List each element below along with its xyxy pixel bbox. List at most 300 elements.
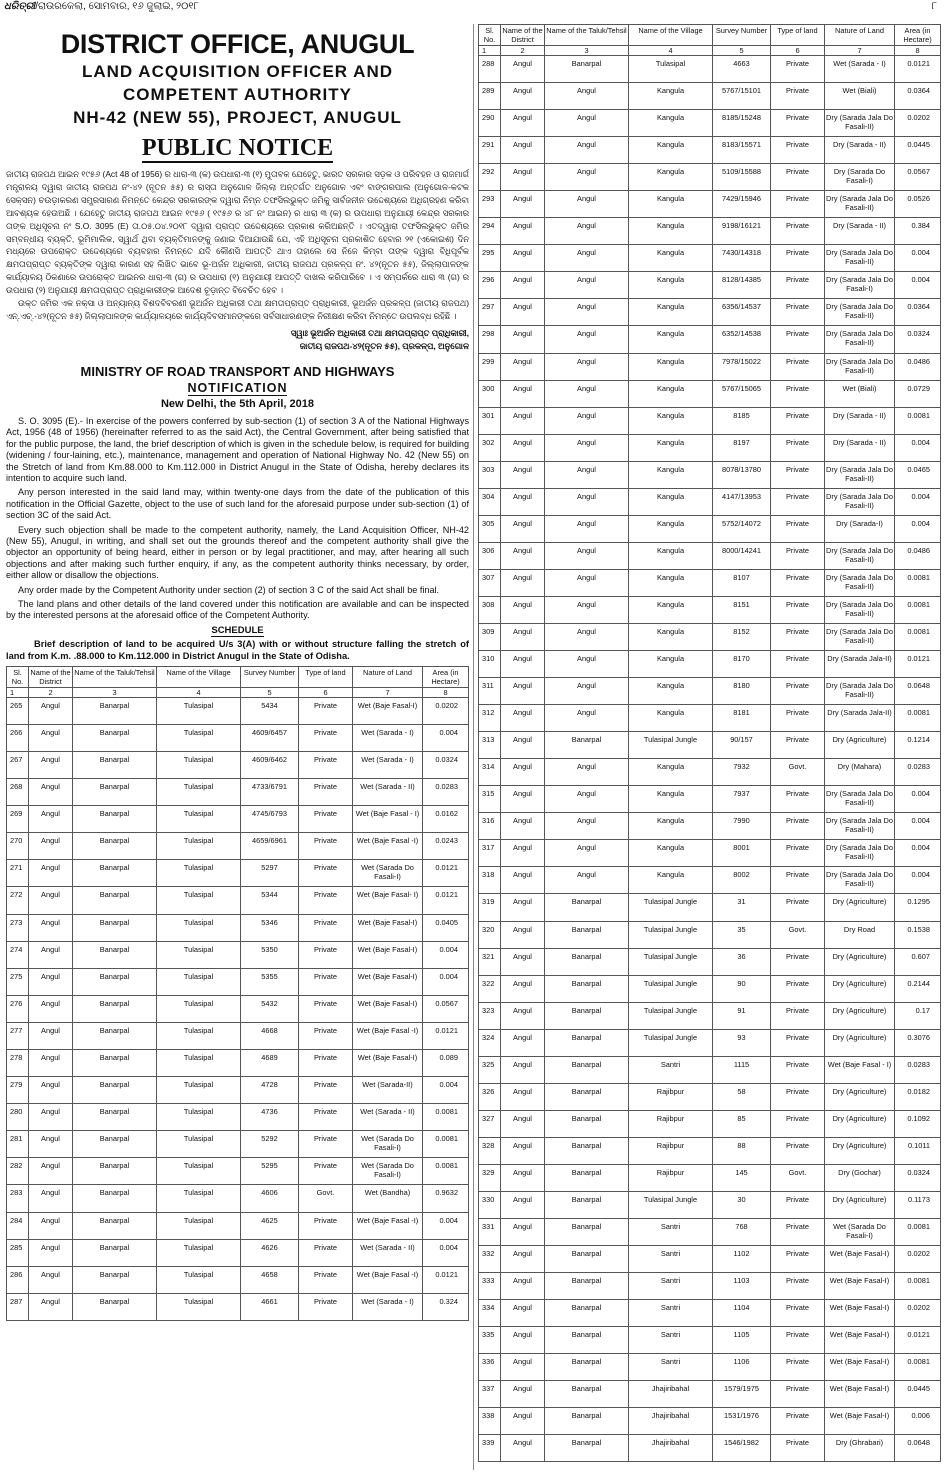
cell-sl-no: 317 (479, 840, 501, 867)
table-row (479, 840, 941, 867)
cell-land-nature: Wet (Sarada-II) (353, 1077, 423, 1104)
cell-tehsil: Angul (545, 461, 629, 488)
cell-tehsil: Banarpal (545, 1164, 629, 1191)
cell-land-type: Private (771, 1435, 825, 1462)
cell-district: Angul (501, 110, 545, 137)
cell-village: Kangula (629, 569, 713, 596)
cell-district: Angul (29, 697, 73, 724)
cell-sl-no: 295 (479, 245, 501, 272)
cell-sl-no: 327 (479, 1110, 501, 1137)
cell-district: Angul (501, 461, 545, 488)
cell-survey-number: 8183/15571 (713, 137, 771, 164)
cell-tehsil: Banarpal (73, 1212, 157, 1239)
cell-land-nature: Wet (Baje Fasal - I) (825, 1056, 895, 1083)
cell-survey-number: 4661 (241, 1293, 299, 1320)
cell-area: 0.1538 (895, 921, 941, 948)
office-subtitle-2: COMPETENT AUTHORITY (123, 85, 352, 104)
cell-land-nature: Dry (Sarada Jala Do Fasali-II) (825, 461, 895, 488)
cell-tehsil: Angul (545, 867, 629, 894)
cell-tehsil: Banarpal (73, 1239, 157, 1266)
cell-land-nature: Dry (Agriculture) (825, 1083, 895, 1110)
cell-area: 0.006 (895, 1408, 941, 1435)
table-row (479, 1164, 941, 1191)
cell-survey-number: 1115 (713, 1056, 771, 1083)
cell-sl-no: 301 (479, 407, 501, 434)
cell-village: Santri (629, 1300, 713, 1327)
cell-district: Angul (501, 56, 545, 83)
cell-sl-no: 325 (479, 1056, 501, 1083)
cell-survey-number: 8107 (713, 569, 771, 596)
cell-village: Kangula (629, 623, 713, 650)
cell-land-type: Private (771, 56, 825, 83)
cell-area: 0.0081 (895, 1273, 941, 1300)
cell-land-type: Private (771, 434, 825, 461)
table-row (479, 921, 941, 948)
table-row (479, 867, 941, 894)
cell-district: Angul (501, 1300, 545, 1327)
cell-land-nature: Wet (Baje Fasal-I) (825, 1327, 895, 1354)
cell-district: Angul (501, 894, 545, 921)
cell-area: 0.004 (423, 1077, 469, 1104)
cell-village: Tulasipal (157, 1293, 241, 1320)
cell-survey-number: 1546/1982 (713, 1435, 771, 1462)
cell-area: 0.004 (895, 272, 941, 299)
cell-survey-number: 1105 (713, 1327, 771, 1354)
cell-land-type: Private (771, 975, 825, 1002)
cell-survey-number: 8078/13780 (713, 461, 771, 488)
cell-village: Tulasipal (157, 724, 241, 751)
cell-land-nature: Dry (Agriculture) (825, 894, 895, 921)
cell-survey-number: 5297 (241, 860, 299, 887)
odia-signature-line-1: ସ୍ୱାଃ ଭୂଅର୍ଜନ ଅଧିକାରୀ ତଥା କ୍ଷମତାପ୍ରାପ୍ତ ପ୍ରାଧିକାରୀ, (290, 327, 469, 338)
cell-area: 0.0121 (423, 887, 469, 914)
cell-sl-no: 323 (479, 1002, 501, 1029)
cell-land-type: Private (771, 353, 825, 380)
table-row (479, 542, 941, 569)
cell-sl-no: 287 (7, 1293, 29, 1320)
cell-survey-number: 1103 (713, 1273, 771, 1300)
cell-sl-no: 299 (479, 353, 501, 380)
cell-area: 0.9632 (423, 1185, 469, 1212)
cell-district: Angul (501, 245, 545, 272)
cell-tehsil: Banarpal (545, 948, 629, 975)
cell-land-type: Private (299, 968, 353, 995)
cell-village: Tulasipal (157, 860, 241, 887)
cell-sl-no: 318 (479, 867, 501, 894)
cell-tehsil: Banarpal (73, 995, 157, 1022)
cell-land-type: Private (771, 1408, 825, 1435)
cell-sl-no: 278 (7, 1050, 29, 1077)
cell-tehsil: Angul (545, 705, 629, 732)
cell-tehsil: Angul (545, 380, 629, 407)
cell-land-type: Private (299, 1293, 353, 1320)
cell-district: Angul (501, 596, 545, 623)
cell-area: 0.0445 (895, 137, 941, 164)
table-row (479, 164, 941, 191)
table-row (7, 779, 469, 806)
cell-tehsil: Banarpal (545, 1381, 629, 1408)
cell-land-nature: Dry (Sarada - II) (825, 218, 895, 245)
table-row (479, 407, 941, 434)
cell-tehsil: Banarpal (545, 1246, 629, 1273)
cell-land-type: Private (771, 542, 825, 569)
cell-tehsil: Banarpal (545, 56, 629, 83)
cell-tehsil: Angul (545, 83, 629, 110)
col-number: 2 (501, 46, 545, 56)
cell-survey-number: 4609/6457 (241, 724, 299, 751)
cell-area: 0.0283 (895, 759, 941, 786)
cell-land-nature: Dry (Agriculture) (825, 948, 895, 975)
col-header-survey: Survey Number (241, 666, 299, 687)
cell-land-type: Govt. (299, 1185, 353, 1212)
cell-district: Angul (501, 759, 545, 786)
table-row (479, 732, 941, 759)
cell-district: Angul (29, 1104, 73, 1131)
table-row (479, 813, 941, 840)
cell-land-nature: Wet (Sarada - II) (353, 1104, 423, 1131)
cell-land-type: Private (771, 840, 825, 867)
table-row (7, 724, 469, 751)
cell-district: Angul (501, 813, 545, 840)
cell-village: Kangula (629, 434, 713, 461)
cell-tehsil: Banarpal (73, 887, 157, 914)
cell-land-type: Private (771, 164, 825, 191)
cell-village: Kangula (629, 326, 713, 353)
table-row (7, 860, 469, 887)
cell-sl-no: 326 (479, 1083, 501, 1110)
cell-village: Jhajiribahal (629, 1408, 713, 1435)
cell-sl-no: 338 (479, 1408, 501, 1435)
cell-village: Kangula (629, 137, 713, 164)
cell-district: Angul (501, 1435, 545, 1462)
cell-land-nature: Wet (Biali) (825, 83, 895, 110)
cell-sl-no: 309 (479, 623, 501, 650)
cell-village: Tulasipal (157, 1239, 241, 1266)
col-header-village: Name of the Village (157, 666, 241, 687)
cell-land-nature: Dry (Mahara) (825, 759, 895, 786)
cell-land-nature: Dry (Sarada Jala Do Fasali-II) (825, 678, 895, 705)
cell-tehsil: Angul (545, 407, 629, 434)
cell-land-nature: Dry (Agriculture) (825, 1029, 895, 1056)
cell-land-nature: Dry (Sarada Jala Do Fasali-II) (825, 569, 895, 596)
cell-area: 0.0121 (895, 651, 941, 678)
cell-area: 0.0202 (895, 1300, 941, 1327)
table-row (479, 191, 941, 218)
cell-area: 0.0729 (895, 380, 941, 407)
cell-survey-number: 4663 (713, 56, 771, 83)
cell-survey-number: 4658 (241, 1266, 299, 1293)
cell-land-type: Private (771, 678, 825, 705)
cell-district: Angul (501, 137, 545, 164)
notification-body (6, 416, 469, 622)
cell-land-nature: Wet (Sarada Do Fasali-I) (825, 1219, 895, 1246)
table-row (479, 245, 941, 272)
cell-area: 0.004 (895, 515, 941, 542)
table-row (479, 1300, 941, 1327)
cell-area: 0.324 (423, 1293, 469, 1320)
cell-survey-number: 7990 (713, 813, 771, 840)
project-title: NH-42 (NEW 55), PROJECT, ANUGUL (73, 108, 402, 127)
cell-land-nature: Dry (Sarada Jala Do Fasali-II) (825, 813, 895, 840)
cell-survey-number: 8181 (713, 705, 771, 732)
cell-tehsil: Banarpal (73, 968, 157, 995)
cell-area: 0.004 (895, 245, 941, 272)
cell-sl-no: 308 (479, 596, 501, 623)
col-header-survey: Survey Number (713, 25, 771, 46)
cell-land-type: Private (771, 299, 825, 326)
cell-survey-number: 8002 (713, 867, 771, 894)
cell-district: Angul (501, 1002, 545, 1029)
cell-land-nature: Dry (Sarada-I) (825, 515, 895, 542)
cell-village: Kangula (629, 840, 713, 867)
col-header-nature: Nature of Land (825, 25, 895, 46)
cell-district: Angul (29, 1212, 73, 1239)
cell-land-nature: Wet (Baje Fasal - I) (353, 806, 423, 833)
cell-area: 0.1214 (895, 732, 941, 759)
col-number: 7 (825, 46, 895, 56)
cell-village: Santri (629, 1219, 713, 1246)
cell-village: Kangula (629, 272, 713, 299)
odia-signature (6, 327, 469, 353)
cell-district: Angul (29, 751, 73, 778)
cell-land-nature: Dry (Sarada Do Fasali-I) (825, 164, 895, 191)
cell-sl-no: 279 (7, 1077, 29, 1104)
cell-sl-no: 265 (7, 697, 29, 724)
cell-land-type: Private (299, 1077, 353, 1104)
cell-area: 0.0283 (895, 1056, 941, 1083)
cell-survey-number: 1531/1976 (713, 1408, 771, 1435)
cell-sl-no: 330 (479, 1191, 501, 1218)
cell-sl-no: 333 (479, 1273, 501, 1300)
cell-sl-no: 337 (479, 1381, 501, 1408)
cell-village: Tulasipal (157, 751, 241, 778)
cell-tehsil: Angul (545, 137, 629, 164)
cell-area: 0.0648 (895, 678, 941, 705)
cell-tehsil: Banarpal (73, 1266, 157, 1293)
cell-village: Tulasipal Jungle (629, 732, 713, 759)
cell-sl-no: 290 (479, 110, 501, 137)
cell-survey-number: 7429/15946 (713, 191, 771, 218)
cell-sl-no: 285 (7, 1239, 29, 1266)
table-row (479, 651, 941, 678)
cell-tehsil: Angul (545, 840, 629, 867)
cell-land-nature: Wet (Baje Fasal- I) (353, 887, 423, 914)
cell-district: Angul (501, 1219, 545, 1246)
col-number: 3 (73, 687, 157, 697)
cell-survey-number: 8185 (713, 407, 771, 434)
cell-district: Angul (29, 860, 73, 887)
cell-tehsil: Banarpal (545, 1327, 629, 1354)
notification-paragraph-1: S. O. 3095 (E).- In exercise of the powers conferred by sub-section (1) of section 3 A of the National Highways Act, 1956 (48 of 1956) (hereinafter referred to as the said Act), the Central Government, after being satisfied that for the public purpose, the land, the brief description of which is given in the schedule below, is required for building (widening / four-laining, etc.), maintenance, management and operation of National Highway No. 42 (New 55) on the Stretch of land from Km.88.000 to Km.112.000 in District Anugul in the State of Odisha, hereby declares its intention to acquire such land. (6, 415, 469, 483)
cell-land-type: Private (299, 779, 353, 806)
cell-survey-number: 145 (713, 1164, 771, 1191)
cell-tehsil: Banarpal (545, 894, 629, 921)
cell-land-type: Private (771, 1029, 825, 1056)
cell-area: 0.17 (895, 1002, 941, 1029)
cell-sl-no: 339 (479, 1435, 501, 1462)
cell-sl-no: 267 (7, 751, 29, 778)
cell-area: 0.004 (895, 786, 941, 813)
cell-district: Angul (501, 1381, 545, 1408)
cell-village: Kangula (629, 596, 713, 623)
cell-sl-no: 312 (479, 705, 501, 732)
cell-district: Angul (501, 542, 545, 569)
cell-tehsil: Banarpal (545, 1002, 629, 1029)
cell-village: Kangula (629, 164, 713, 191)
col-header-type: Type of land (771, 25, 825, 46)
table-row (479, 137, 941, 164)
cell-land-nature: Dry (Sarada Jala Do Fasali-II) (825, 299, 895, 326)
cell-survey-number: 91 (713, 1002, 771, 1029)
cell-land-type: Private (299, 1131, 353, 1158)
col-number: 1 (479, 46, 501, 56)
table-row (7, 1131, 469, 1158)
cell-sl-no: 280 (7, 1104, 29, 1131)
col-number: 8 (895, 46, 941, 56)
cell-land-type: Private (771, 1300, 825, 1327)
cell-land-nature: Dry (Sarada - II) (825, 407, 895, 434)
cell-sl-no: 269 (7, 806, 29, 833)
cell-sl-no: 314 (479, 759, 501, 786)
cell-tehsil: Angul (545, 651, 629, 678)
cell-district: Angul (29, 1239, 73, 1266)
cell-survey-number: 5355 (241, 968, 299, 995)
table-row (479, 1273, 941, 1300)
table-row (479, 272, 941, 299)
cell-survey-number: 5350 (241, 941, 299, 968)
cell-district: Angul (501, 1273, 545, 1300)
cell-district: Angul (501, 1137, 545, 1164)
cell-land-type: Private (299, 887, 353, 914)
table-row (479, 786, 941, 813)
cell-village: Tulasipal (157, 941, 241, 968)
table-row (7, 1266, 469, 1293)
cell-land-nature: Wet (Baje Fasal-I) (353, 1050, 423, 1077)
table-header-row (479, 25, 941, 46)
table-body-right (479, 56, 941, 1462)
cell-land-type: Private (771, 596, 825, 623)
cell-land-nature: Dry (Sarada Jala Do Fasali-II) (825, 542, 895, 569)
cell-sl-no: 273 (7, 914, 29, 941)
cell-district: Angul (29, 995, 73, 1022)
cell-sl-no: 334 (479, 1300, 501, 1327)
cell-sl-no: 305 (479, 515, 501, 542)
cell-area: 0.0202 (423, 697, 469, 724)
table-row (479, 488, 941, 515)
cell-survey-number: 5767/15065 (713, 380, 771, 407)
cell-survey-number: 5295 (241, 1158, 299, 1185)
col-number: 2 (29, 687, 73, 697)
cell-tehsil: Banarpal (73, 1050, 157, 1077)
table-row (479, 1354, 941, 1381)
cell-tehsil: Banarpal (73, 806, 157, 833)
cell-tehsil: Banarpal (73, 914, 157, 941)
table-row (479, 948, 941, 975)
cell-survey-number: 5752/14072 (713, 515, 771, 542)
schedule-heading: SCHEDULE (211, 624, 264, 636)
cell-land-type: Private (771, 218, 825, 245)
cell-district: Angul (501, 1029, 545, 1056)
cell-sl-no: 304 (479, 488, 501, 515)
cell-area: 0.0364 (895, 83, 941, 110)
cell-survey-number: 4147/13953 (713, 488, 771, 515)
cell-survey-number: 90/157 (713, 732, 771, 759)
cell-area: 0.0081 (895, 407, 941, 434)
cell-area: 0.004 (895, 813, 941, 840)
cell-area: 0.0567 (895, 164, 941, 191)
cell-land-nature: Dry (Sarada Jala-II) (825, 651, 895, 678)
cell-land-type: Private (299, 1050, 353, 1077)
cell-survey-number: 1102 (713, 1246, 771, 1273)
cell-district: Angul (501, 83, 545, 110)
cell-village: Kangula (629, 705, 713, 732)
cell-sl-no: 322 (479, 975, 501, 1002)
col-number: 4 (629, 46, 713, 56)
cell-district: Angul (29, 941, 73, 968)
cell-land-nature: Dry (Agriculture) (825, 1191, 895, 1218)
cell-village: Tulasipal (157, 1185, 241, 1212)
cell-land-type: Private (771, 488, 825, 515)
table-row (479, 975, 941, 1002)
cell-village: Tulasipal (157, 1077, 241, 1104)
cell-land-type: Govt. (771, 921, 825, 948)
cell-village: Kangula (629, 488, 713, 515)
cell-sl-no: 303 (479, 461, 501, 488)
cell-district: Angul (501, 786, 545, 813)
schedule-description: Brief description of land to be acquired U/s 3(A) with or without structure falling the stretch of land from K.m. .88.000 to Km.112.000 in District Anugul in the State of Odisha. (6, 638, 469, 661)
cell-village: Tulasipal (157, 833, 241, 860)
cell-tehsil: Angul (545, 353, 629, 380)
cell-tehsil: Banarpal (73, 1293, 157, 1320)
cell-village: Kangula (629, 542, 713, 569)
cell-district: Angul (501, 623, 545, 650)
cell-land-type: Private (771, 191, 825, 218)
table-row (479, 110, 941, 137)
cell-village: Tulasipal (157, 914, 241, 941)
col-header-sl: Sl. No. (7, 666, 29, 687)
cell-land-nature: Dry (Sarada Jala Do Fasali-I) (825, 272, 895, 299)
cell-area: 0.0324 (423, 751, 469, 778)
cell-village: Tulasipal Jungle (629, 1029, 713, 1056)
col-number: 6 (771, 46, 825, 56)
table-column-number-row (479, 46, 941, 56)
table-header-row (7, 666, 469, 687)
cell-land-type: Private (299, 1239, 353, 1266)
cell-land-nature: Dry (Sarada Jala Do Fasali-II) (825, 623, 895, 650)
cell-village: Kangula (629, 867, 713, 894)
table-row (7, 887, 469, 914)
table-row (7, 1050, 469, 1077)
cell-land-nature: Wet (Sarada - I) (353, 1293, 423, 1320)
cell-village: Tulasipal (629, 56, 713, 83)
cell-survey-number: 6356/14537 (713, 299, 771, 326)
table-row (479, 1381, 941, 1408)
cell-village: Kangula (629, 353, 713, 380)
cell-area: 0.0202 (895, 1246, 941, 1273)
cell-tehsil: Angul (545, 272, 629, 299)
cell-land-type: Private (771, 948, 825, 975)
cell-sl-no: 288 (479, 56, 501, 83)
cell-tehsil: Banarpal (73, 1077, 157, 1104)
notification-paragraph-5: The land plans and other details of the land covered under this notification are available and can be inspected by the interested persons at the aforesaid office of the Competent Authority. (6, 598, 469, 621)
cell-land-type: Private (771, 705, 825, 732)
cell-tehsil: Banarpal (545, 921, 629, 948)
cell-land-type: Private (771, 732, 825, 759)
cell-village: Kangula (629, 813, 713, 840)
cell-tehsil: Banarpal (73, 1158, 157, 1185)
cell-district: Angul (29, 1077, 73, 1104)
cell-village: Tulasipal (157, 1050, 241, 1077)
